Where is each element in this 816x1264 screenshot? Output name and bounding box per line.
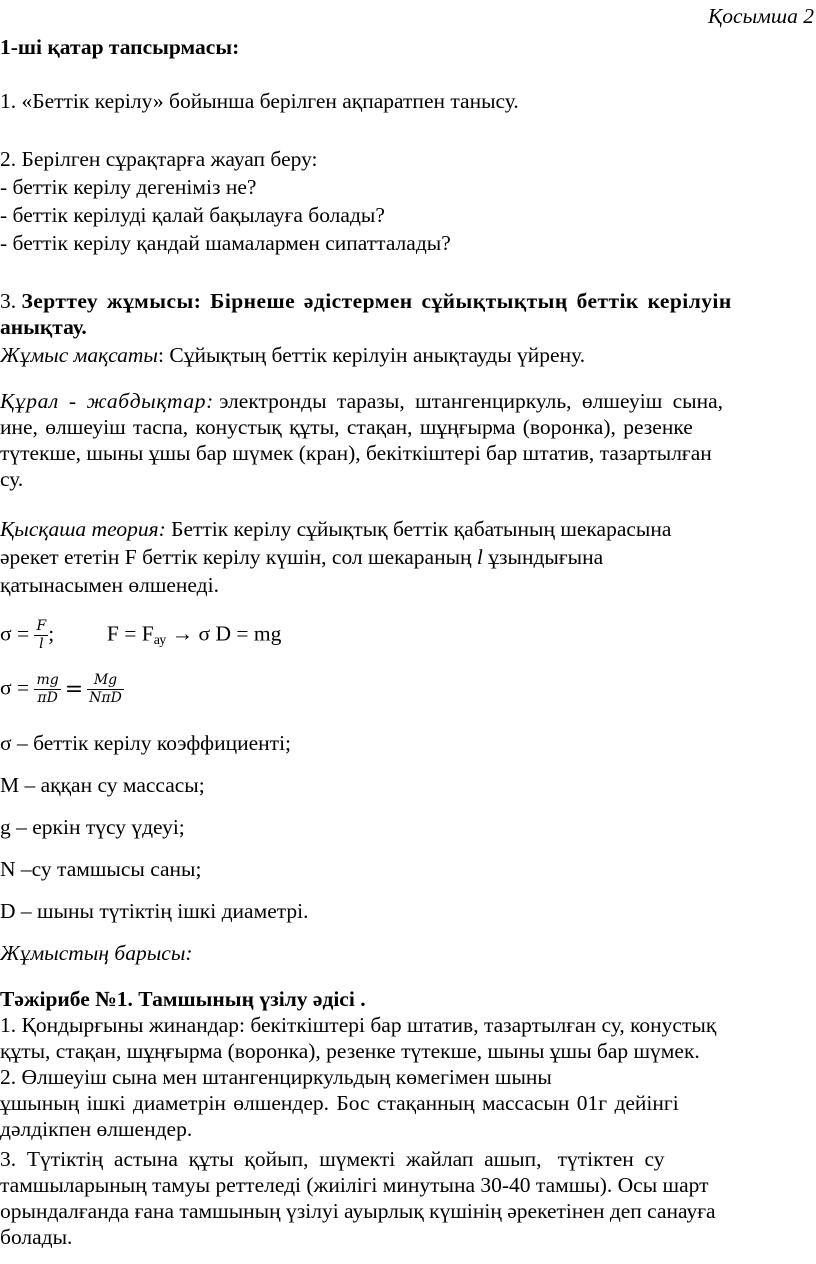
- theory-text-2b: ұзындығына: [482, 545, 604, 569]
- experiment-line-1: 1. Қондырғыны жинандар: бекіткіштері бар штатив, тазартылған су, конустық: [0, 1013, 717, 1037]
- experiment-line-5: дәлдікпен өлшендер.: [0, 1117, 193, 1141]
- formula-1: [0, 618, 281, 653]
- equipment-line-1: [0, 388, 723, 414]
- goal-label: Жұмыс мақсаты: [0, 343, 158, 367]
- equipment-line-4: су.: [0, 467, 24, 491]
- appendix-label: Қосымша 2: [708, 4, 814, 28]
- task-3-number: 3.: [0, 289, 17, 313]
- question-3: - беттік керілу қандай шамалармен сипатталады?: [0, 231, 451, 255]
- task-3-title-cont: анықтау.: [0, 315, 87, 339]
- fraction-Mg-over-NpiD: [87, 672, 124, 707]
- semicolon: ;: [48, 621, 55, 646]
- experiment-line-6: 3. Түтіктің астына құты қойып, шүмекті жайлап ашып, түтіктен су: [0, 1147, 665, 1171]
- formula-2: [0, 672, 124, 707]
- length-symbol: l: [476, 545, 483, 569]
- goal-text: : Сұйықтың беттік керілуін анықтауды үйрену.: [158, 343, 586, 367]
- theory-text-2a: әрекет ететін F беттік керілу күшін, сол шекараның: [0, 545, 477, 569]
- question-2: - беттік керілуді қалай бақылауға болады?: [0, 203, 385, 227]
- progress-label: Жұмыстың барысы:: [0, 941, 193, 965]
- equipment-label: Құрал - жабдықтар:: [0, 389, 214, 413]
- fraction-denominator: l: [39, 636, 44, 652]
- theory-line-1: [0, 516, 671, 542]
- task-2-heading: 2. Берілген сұрақтарға жауап беру:: [0, 147, 318, 171]
- force-equation: F = F: [106, 621, 154, 646]
- question-1: - беттік керілу дегеніміз не?: [0, 175, 257, 199]
- equals-sign: =: [64, 677, 84, 702]
- theory-text-1: Беттік керілу сұйықтық беттік қабатының шекарасына: [165, 517, 672, 541]
- definition-N: N –су тамшысы саны;: [0, 857, 202, 881]
- equipment-line-2: ине, өлшеуіш таспа, конустық құты, стақан, шұңғырма (воронка), резенке: [0, 415, 693, 439]
- fraction-mg-over-pid: [34, 672, 60, 707]
- equipment-text-1: электронды таразы, штангенциркуль, өлшеуіш сына,: [219, 389, 724, 413]
- fraction-numerator-3: Mg: [87, 672, 124, 690]
- task-1: 1. «Беттік керілу» бойынша берілген ақпаратпен танысу.: [0, 89, 519, 113]
- experiment-title: Тәжірибе №1. Тамшының үзілу әдісі .: [0, 987, 366, 1011]
- sigma-lhs: σ =: [0, 621, 30, 646]
- fraction-f-over-l: [34, 618, 48, 653]
- fraction-numerator-2: mg: [36, 672, 59, 688]
- section-title: 1-ші қатар тапсырмасы:: [0, 35, 240, 59]
- task-3-heading: [0, 288, 732, 314]
- theory-line-3: қатынасымен өлшенеді.: [0, 573, 219, 597]
- theory-label: Қысқаша теория:: [0, 517, 166, 541]
- theory-line-2: [0, 544, 603, 570]
- fraction-denominator-3: NπD: [89, 690, 122, 706]
- arrow-equation: → σ D = mg: [166, 621, 282, 646]
- equipment-line-3: түтекше, шыны ұшы бар шүмек (кран), бекіткіштері бар штатив, тазартылған: [0, 441, 712, 465]
- experiment-line-9: болады.: [0, 1225, 73, 1249]
- force-subscript: ау: [153, 633, 167, 649]
- experiment-line-8: орындалғанда ғана тамшының үзілуі ауырлық күшінің әрекетінен деп санауға: [0, 1199, 716, 1223]
- definition-sigma: σ – беттік керілу коэффициенті;: [0, 731, 292, 755]
- goal-line: [0, 342, 585, 368]
- definition-M: M – аққан су массасы;: [0, 773, 205, 797]
- experiment-line-7: тамшыларының тамуы реттеледі (жиілігі минутына 30-40 тамшы). Осы шарт: [0, 1173, 709, 1197]
- experiment-line-3: 2. Өлшеуіш сына мен штангенциркульдың көмегімен шыны: [0, 1065, 552, 1089]
- definition-D: D – шыны түтіктің ішкі диаметрі.: [0, 899, 309, 923]
- fraction-numerator: F: [36, 618, 47, 634]
- task-3-title: Зерттеу жұмысы: Бірнеше әдістермен сұйықтықтың беттік керілуін: [21, 289, 732, 313]
- definition-g: g – еркін түсу үдеуі;: [0, 815, 185, 839]
- sigma-lhs-2: σ =: [0, 675, 30, 700]
- experiment-line-2: құты, стақан, шұңғырма (воронка), резенке түтекше, шыны ұшы бар шүмек.: [0, 1039, 700, 1063]
- fraction-denominator-2: πD: [37, 690, 58, 706]
- experiment-line-4: ұшының ішкі диаметрін өлшендер. Бос стақанның массасын 01г дейінгі: [0, 1091, 679, 1115]
